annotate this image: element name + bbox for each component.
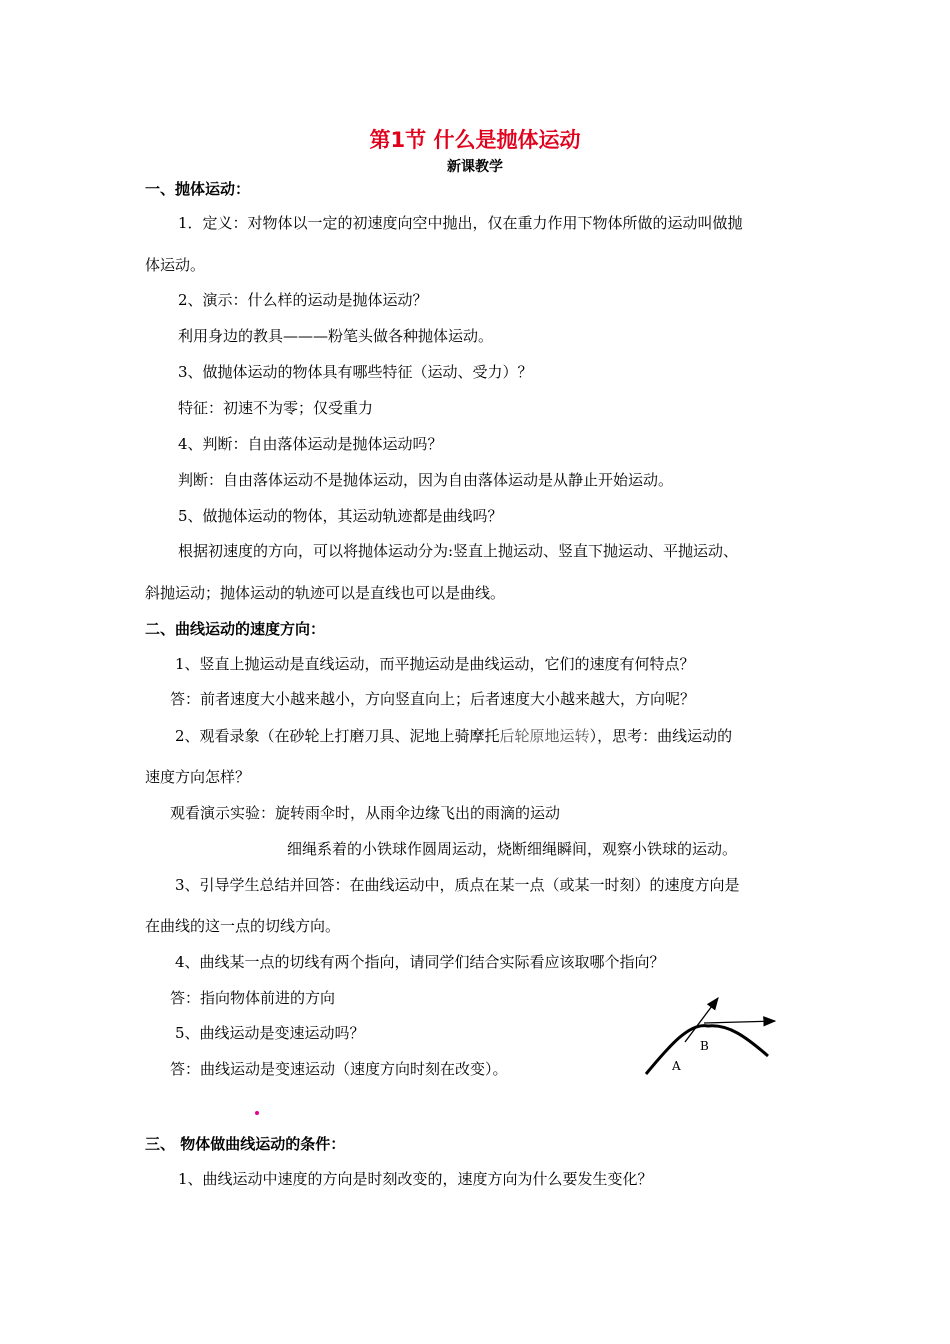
paragraph-line: 5、曲线运动是变速运动吗？ [175, 1024, 365, 1042]
paragraph-line: 5、做抛体运动的物体，其运动轨迹都是曲线吗？ [178, 507, 503, 525]
paragraph-line: 1．定义：对物体以一定的初速度向空中抛出，仅在重力作用下物体所做的运动叫做抛 [178, 214, 743, 232]
section2-heading: 二、曲线运动的速度方向： [145, 620, 326, 638]
text-segment: 2、观看录象（在砂轮上打磨刀具、泥地上骑摩托 [175, 727, 500, 745]
paragraph-line: 4、曲线某一点的切线有两个指向，请同学们结合实际看应该取哪个指向？ [175, 953, 665, 971]
paragraph-line: 在曲线的这一点的切线方向。 [145, 917, 341, 935]
text-segment-gray: 后轮原地运转 [499, 727, 590, 745]
paragraph-line: 4、判断：自由落体运动是抛体运动吗？ [178, 435, 443, 453]
curve-tangent-figure [640, 990, 790, 1080]
point-a-label: A [672, 1059, 681, 1073]
section3-heading: 三、 物体做曲线运动的条件： [145, 1135, 346, 1153]
paragraph-line: 1、竖直上抛运动是直线运动，而平抛运动是曲线运动，它们的速度有何特点？ [175, 655, 695, 673]
text-segment: ），思考：曲线运动的 [589, 727, 733, 745]
paragraph-line: 根据初速度的方向，可以将抛体运动分为:竖直上抛运动、竖直下抛运动、平抛运动、 [178, 542, 739, 560]
paragraph-line: 判断：自由落体运动不是抛体运动，因为自由落体运动是从静止开始运动。 [178, 471, 674, 489]
page-subtitle: 新课教学 [447, 159, 503, 175]
page-title: 第1节 什么是抛体运动 [369, 128, 581, 152]
paragraph-line: 答：曲线运动是变速运动（速度方向时刻在改变）。 [170, 1060, 508, 1078]
paragraph-line: 2、演示：什么样的运动是抛体运动？ [178, 291, 428, 309]
paragraph-line: 答：指向物体前进的方向 [170, 989, 336, 1007]
paragraph-line: 利用身边的教具———粉笔头做各种抛体运动。 [178, 327, 494, 345]
tangent-arrow-a [685, 998, 718, 1042]
decorative-dot [255, 1111, 259, 1115]
paragraph-line: 细绳系着的小铁球作圆周运动，烧断细绳瞬间，观察小铁球的运动。 [287, 840, 738, 858]
paragraph-line: 3、引导学生总结并回答：在曲线运动中，质点在某一点（或某一时刻）的速度方向是 [175, 876, 740, 894]
paragraph-line: 速度方向怎样？ [145, 768, 251, 786]
paragraph-line: 体运动。 [145, 256, 206, 274]
paragraph-line [175, 727, 732, 745]
paragraph-line: 3、做抛体运动的物体具有哪些特征（运动、受力）？ [178, 363, 533, 381]
section1-heading: 一、抛体运动： [145, 180, 251, 198]
point-b-label: B [700, 1039, 709, 1053]
paragraph-line: 观看演示实验：旋转雨伞时，从雨伞边缘飞出的雨滴的运动 [170, 804, 561, 822]
paragraph-line: 答：前者速度大小越来越小，方向竖直向上；后者速度大小越来越大，方向呢？ [170, 690, 696, 708]
tangent-arrow-b [704, 1021, 775, 1023]
paragraph-line: 1、曲线运动中速度的方向是时刻改变的，速度方向为什么要发生变化？ [178, 1170, 653, 1188]
paragraph-line: 斜抛运动；抛体运动的轨迹可以是直线也可以是曲线。 [145, 584, 506, 602]
paragraph-line: 特征：初速不为零；仅受重力 [178, 399, 374, 417]
